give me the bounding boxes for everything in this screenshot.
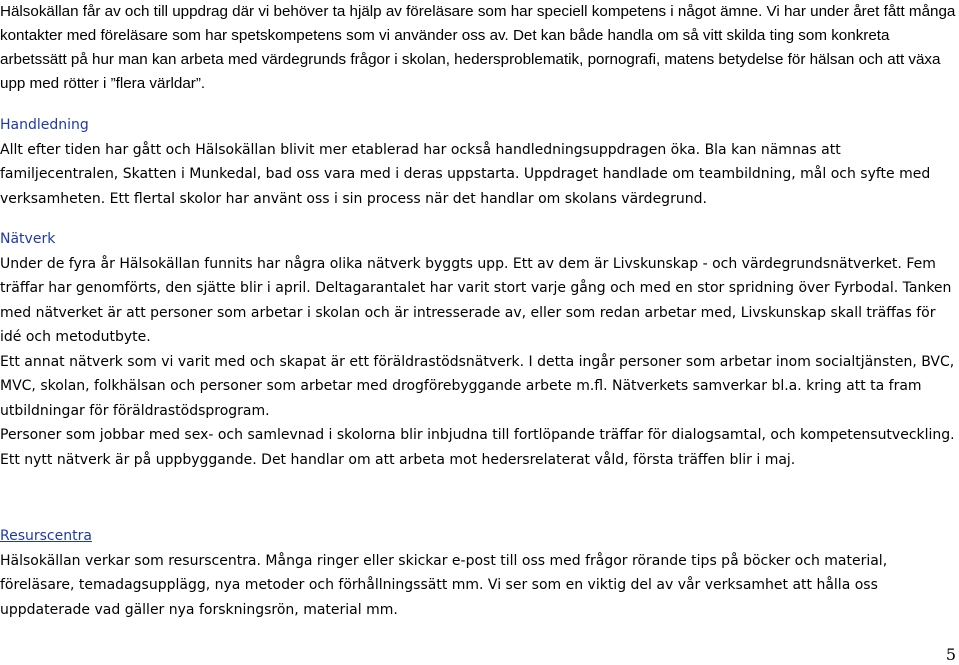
paragraph: Ett annat nätverk som vi varit med och skapat är ett föräldrastödsnätverk. I detta ingår personer som arbetar inom socialtjänsten, BVC, MVC, skolan, folkhälsan och personer som arbetar med drogförebyggande arbete m.fl. Nätverkets samverkar bl.a. kring att ta fram utbildningar för föräldrastödsprogram. — [0, 353, 955, 419]
section-natverk — [0, 227, 959, 472]
section-handledning — [0, 113, 959, 211]
paragraph: Under de fyra år Hälsokällan funnits har några olika nätverk byggts upp. Ett av dem är Livskunskap - och värdegrundsnätverket. Fem träffar har genomförts, den sjätte blir i april. Deltagarantalet har varit stort varje gång och med en stor spridning över Fyrbodal. Tanken med nätverket är att personer som arbetar i skolan och är intresserade av, eller som redan arbetar med, Livskunskap skall träffas för idé och metodutbyte. — [0, 255, 952, 345]
section-heading-handledning: Handledning — [0, 117, 89, 133]
intro-paragraph: Hälsokällan får av och till uppdrag där vi behöver ta hjälp av föreläsare som har speciell kompetens i något ämne. Vi har under året fått många kontakter med föreläsare som har spetskompetens som vi använder oss av. Det kan både handla om så vitt skilda ting som konkreta arbetssätt på hur man kan arbeta med värdegrunds frågor i skolan, hedersproblematik, pornografi, matens betydelse för hälsan och att växa upp med rötter i ”flera världar”. — [0, 3, 956, 92]
section-resurscentra — [0, 524, 959, 622]
page-number: 5 — [945, 645, 956, 664]
paragraph: Personer som jobbar med sex- och samlevnad i skolorna blir inbjudna till fortlöpande träffar för dialogsamtal, och kompetensutveckling. Ett nytt nätverk är på uppbyggande. Det handlar om att arbeta mot hedersrelaterat våld, första träffen blir i maj. — [0, 427, 955, 468]
section-heading-natverk: Nätverk — [0, 231, 56, 247]
paragraph: Allt efter tiden har gått och Hälsokällan blivit mer etablerad har också handledningsuppdragen öka. Bla kan nämnas att familjecentralen, Skatten i Munkedal, bad oss vara med i deras uppstarta. Uppdraget handlade om teambildning, mål och syfte med verksamheten. Ett flertal skolor har använt oss i sin process när det handlar om skolans värdegrund. — [0, 141, 931, 207]
paragraph: Hälsokällan verkar som resurscentra. Många ringer eller skickar e-post till oss med frågor rörande tips på böcker och material, föreläsare, temadagsupplägg, nya metoder och förhållningssätt mm. Vi ser som en viktig del av vår verksamhet att hålla oss uppdaterade vad gäller nya forskningsrön, material mm. — [0, 552, 888, 618]
section-heading-resurscentra: Resurscentra — [0, 528, 92, 544]
